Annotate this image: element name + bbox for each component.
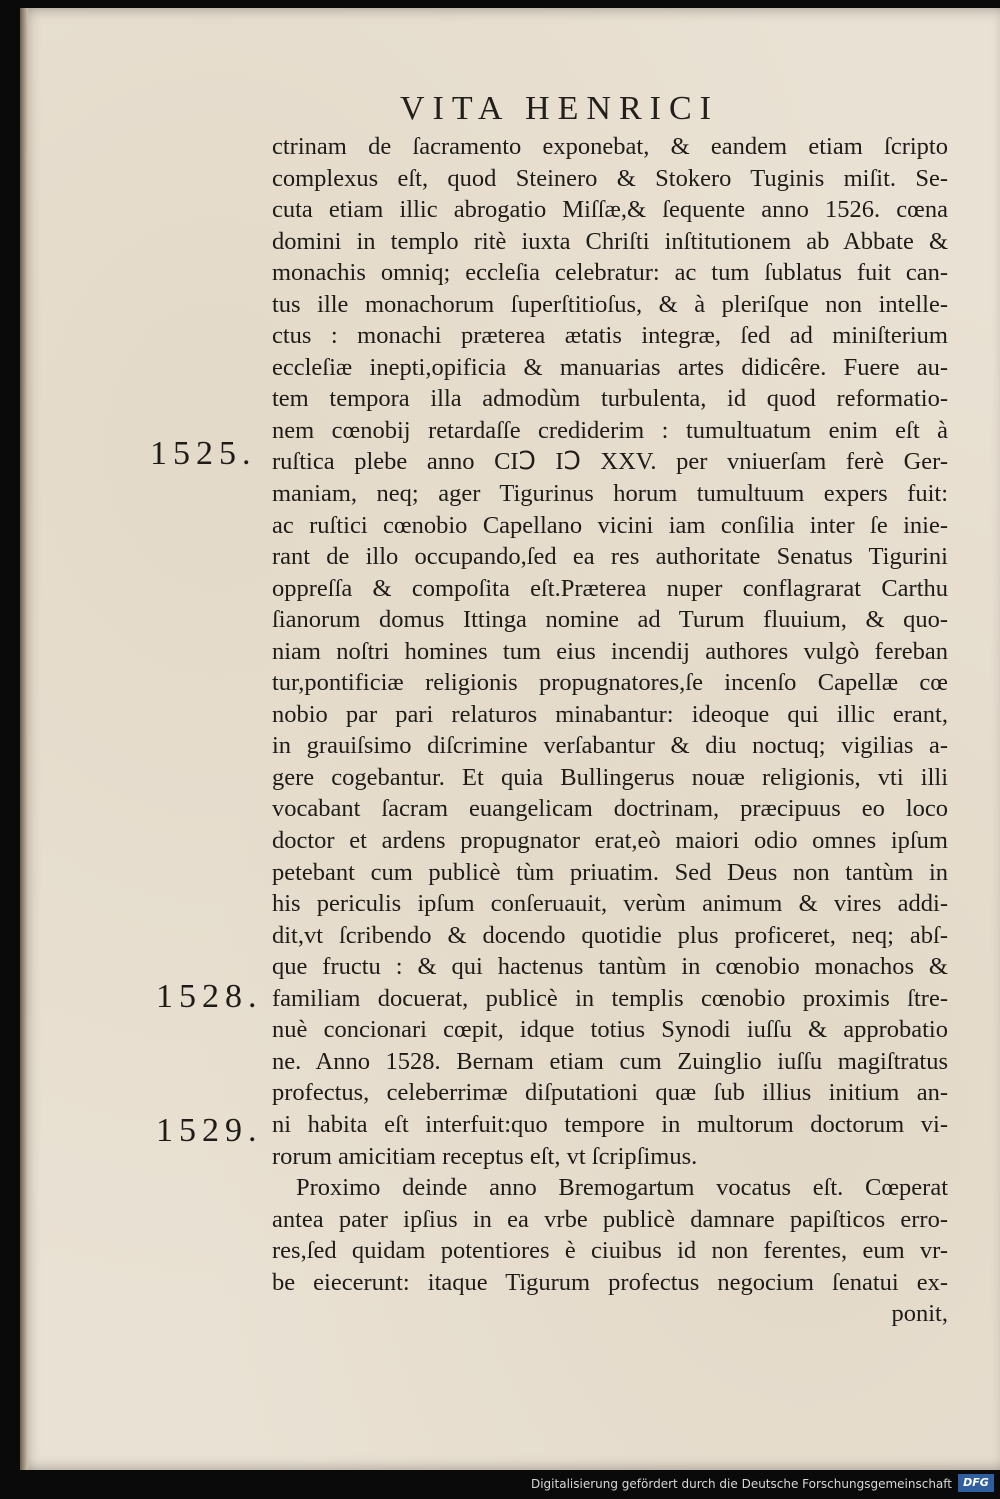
text-line: ſianorum domus Ittinga nomine ad Turum fluuium, & quo- [272,606,948,634]
text-line: res,ſed quidam potentiores è ciuibus id non ferentes, eum vr- [272,1237,948,1265]
text-line: his periculis ipſum conſeruauit, verùm animum & vires addi- [272,890,948,918]
text-line: familiam docuerat, publicè in templis cœnobio proximis ſtre- [272,984,948,1012]
text-line: que fructu : & qui hactenus tantùm in cœnobio monachos & [272,953,948,981]
text-line: in grauiſsimo diſcrimine verſabantur & diu noctuq; vigilias a- [272,732,948,760]
text-line: gere cogebantur. Et quia Bullingerus nouæ religionis, vti illi [272,763,948,791]
text-line: domini in templo ritè iuxta Chriſti inſtitutionem ab Abbate & [272,227,948,255]
page-gutter-shadow [20,8,28,1470]
text-line: nuè concionari cœpit, idque totius Synodi iuſſu & approbatio [272,1016,948,1044]
text-line: be eiecerunt: itaque Tigurum profectus negocium ſenatui ex- [272,1268,948,1296]
text-line: monachis omniq; eccleſia celebratur: ac tum ſublatus fuit can- [272,259,948,287]
margin-year-1525: 1525. [150,435,257,472]
text-line: dit,vt ſcribendo & docendo quotidie plus proficeret, neq; abſ- [272,921,948,949]
text-line: cuta etiam illic abrogatio Miſſæ,& ſequente anno 1526. cœna [272,196,948,224]
text-line: oppreſſa & compoſita eſt.Præterea nuper conflagrarat Carthu [272,574,948,602]
text-line: vocabant ſacram euangelicam doctrinam, præcipuus eo loco [272,795,948,823]
text-line: niam noſtri homines tum eius incendij authores vulgò fereban [272,637,948,665]
text-line: eccleſiæ inepti,opificia & manuarias artes didicêre. Fuere au- [272,353,948,381]
text-line: ctus : monachi præterea ætatis integræ, ſed ad miniſterium [272,322,948,350]
catchword: ponit, [891,1300,948,1328]
text-line: ac ruſtici cœnobio Capellano vicini iam conſilia inter ſe inie- [272,511,948,539]
text-line: ni habita eſt interfuit:quo tempore in multorum doctorum vi- [272,1110,948,1138]
text-line: rant de illo occupando,ſed ea res authoritate Senatus Tigurini [272,543,948,571]
text-line: ctrinam de ſacramento exponebat, & eandem etiam ſcripto [272,133,948,160]
text-line: tur,pontificiæ religionis propugnatores,ſe incenſo Capellæ cœ [272,669,948,697]
text-line: nobio par pari relaturos minabantur: ideoque qui illic erant, [272,700,948,728]
text-line: antea pater ipſius in ea vrbe publicè damnare papiſticos erro- [272,1205,948,1233]
text-line: complexus eſt, quod Steinero & Stokero Tuginis miſit. Se- [272,164,948,192]
text-line-paragraph-start: Proximo deinde anno Bremogartum vocatus eſt. Cœperat [296,1174,948,1202]
text-line: doctor et ardens propugnator erat,eò maiori odio omnes ipſum [272,827,948,855]
text-line: tem tempora illa admodùm turbulenta, id quod reformatio- [272,385,948,413]
text-line: ruſtica plebe anno CIↃ IↃ XXV. per vniuerſam ferè Ger- [272,448,948,476]
text-line-paragraph-end: rorum amicitiam receptus eſt, vt ſcripſimus. [272,1142,698,1170]
text-line: nem cœnobij retardaſſe crediderim : tumultuatum enim eſt à [272,416,948,444]
margin-year-1529: 1529. [156,1112,263,1149]
text-line: profectus, celeberrimæ diſputationi quæ ſub illius initium an- [272,1079,948,1107]
text-line: ne. Anno 1528. Bernam etiam cum Zuinglio iuſſu magiſtratus [272,1047,948,1075]
margin-year-1528: 1528. [156,978,263,1015]
text-line: petebant cum publicè tùm priuatim. Sed Deus non tantùm in [272,858,948,886]
dfg-logo-icon: DFG [958,1474,994,1492]
running-head: VITA HENRICI [400,90,719,127]
text-line: tus ille monachorum ſuperſtitioſus, & à pleriſque non intelle- [272,290,948,318]
digitization-credit: Digitalisierung gefördert durch die Deutsche Forschungsgemeinschaft [530,1477,952,1491]
text-line: maniam, neq; ager Tigurinus horum tumultuum expers fuit: [272,480,948,508]
body-text [272,131,948,1330]
